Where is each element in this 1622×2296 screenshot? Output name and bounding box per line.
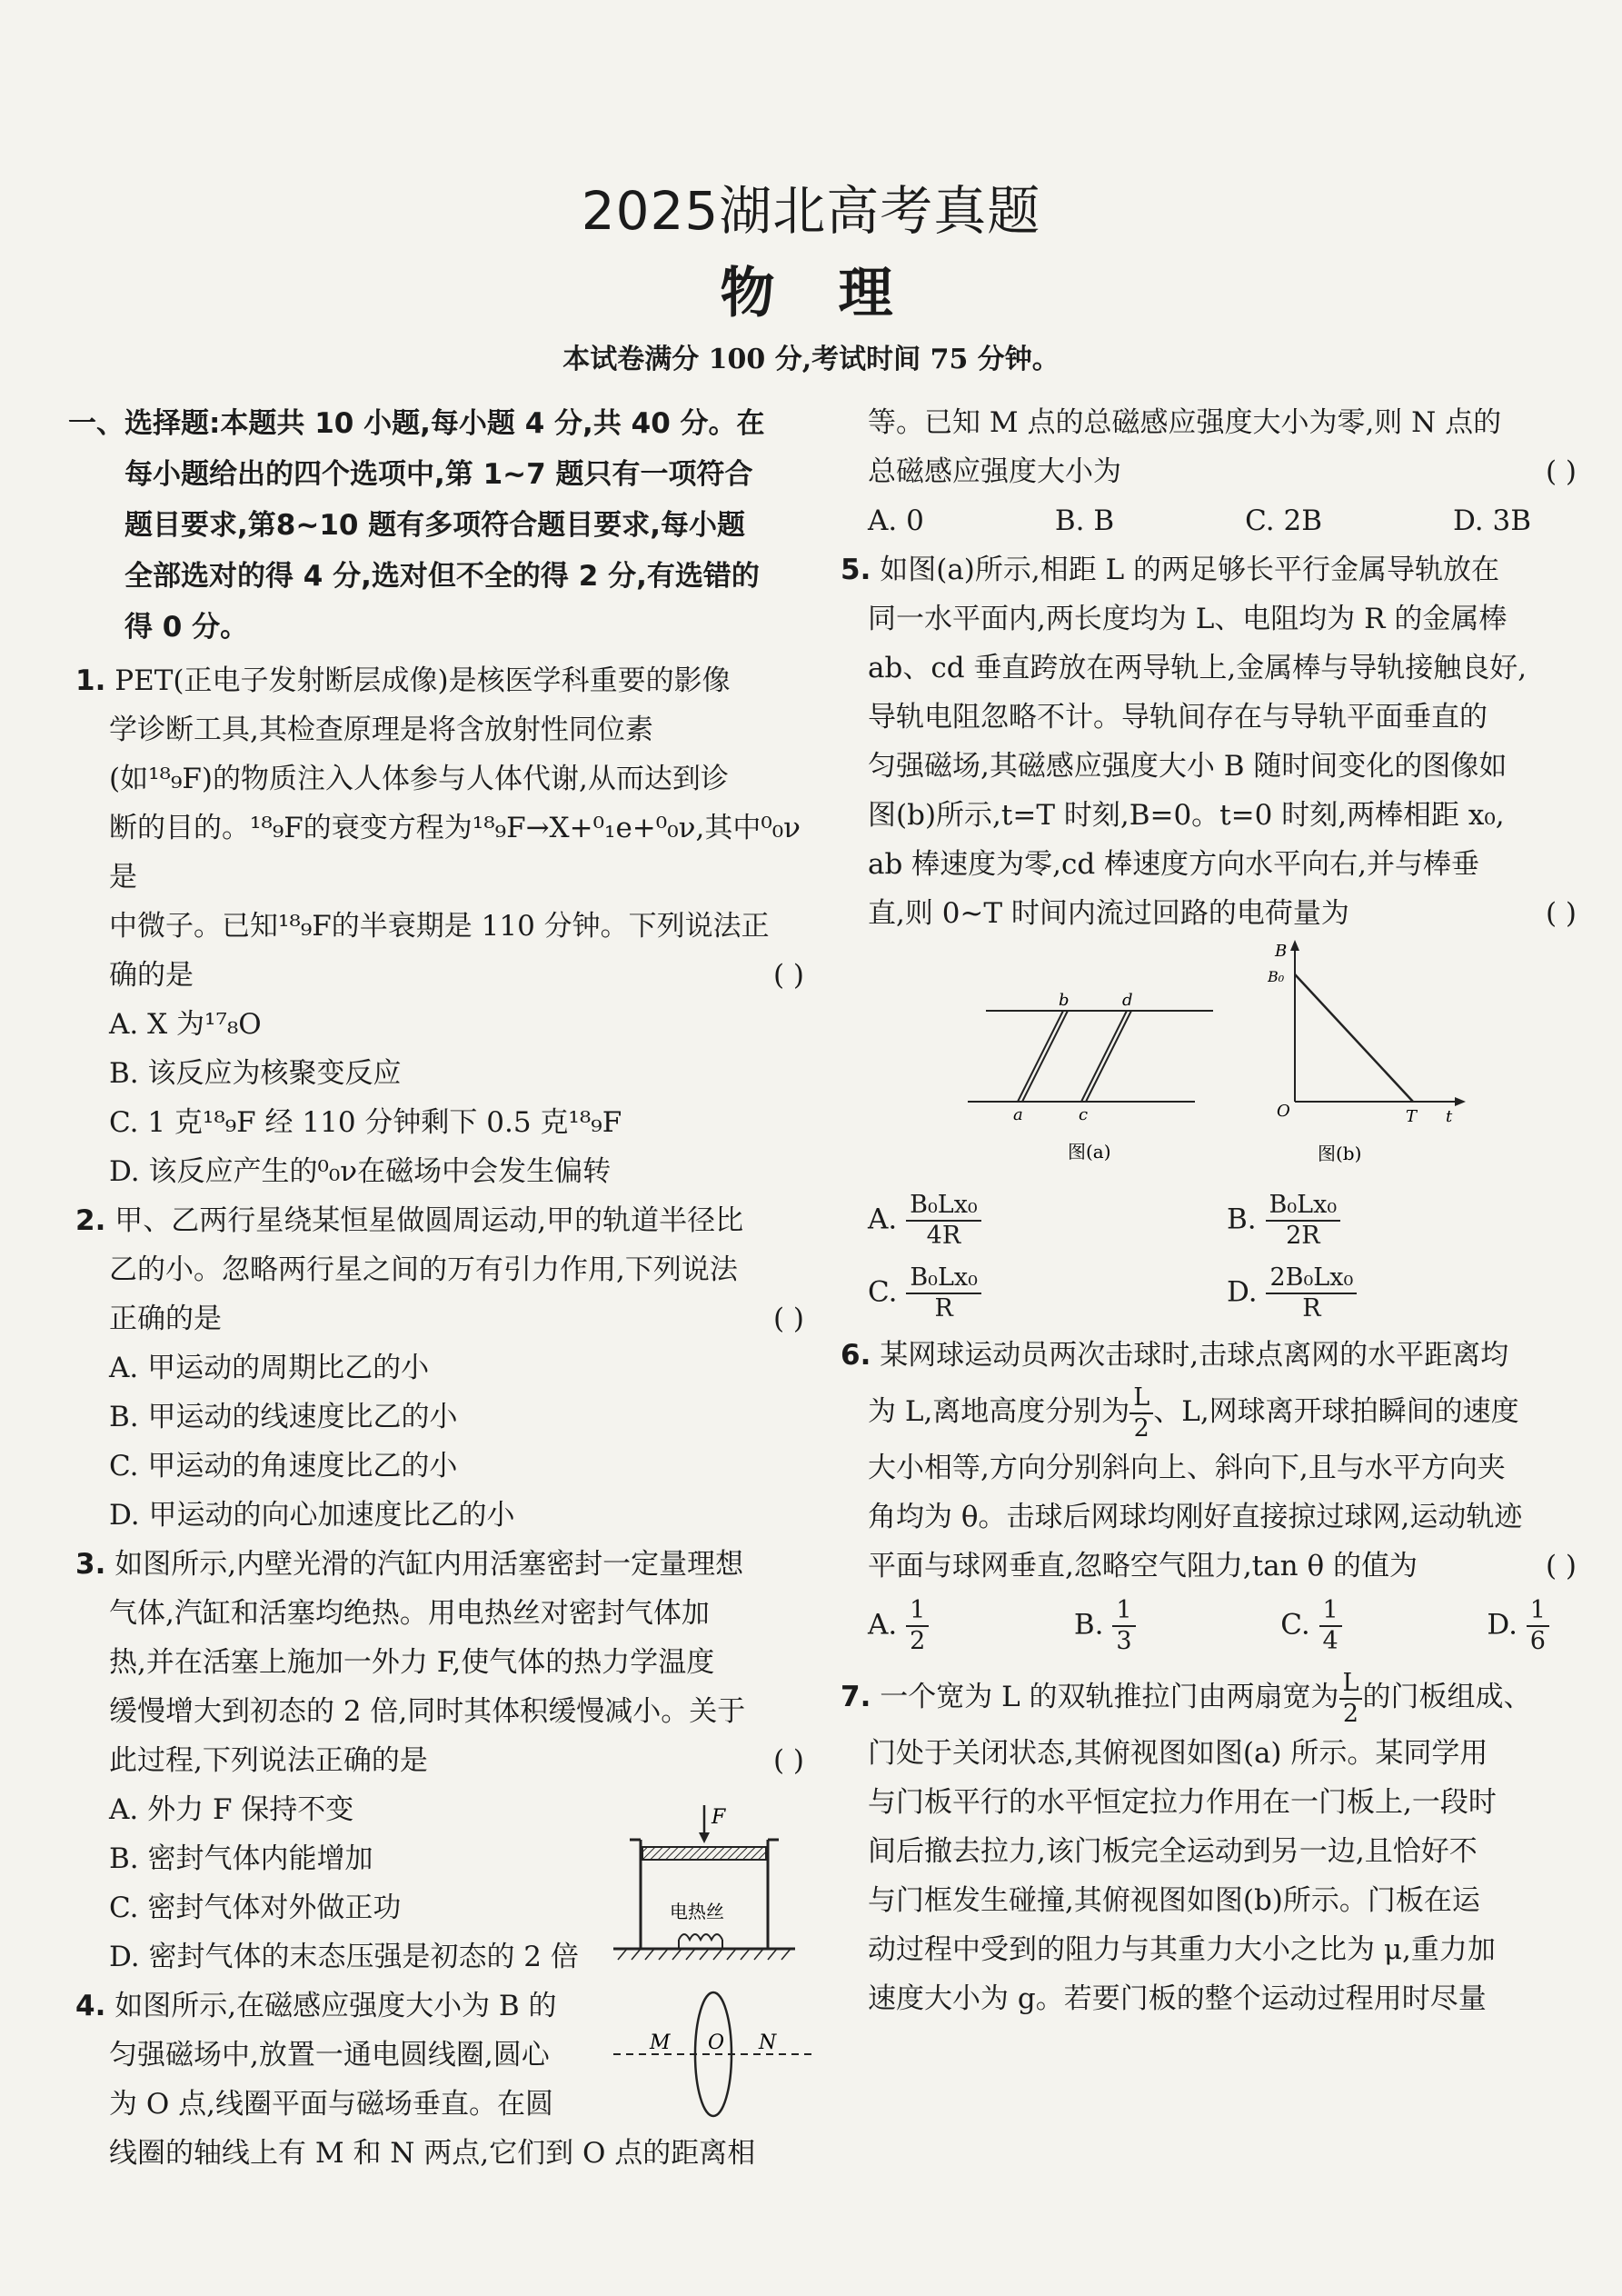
- fraction-denominator: 2: [910, 1627, 926, 1655]
- coil-figure: [613, 1982, 813, 2127]
- question-line: 一个宽为 L 的双轨推拉门由两扇宽为: [880, 1681, 1339, 1713]
- question-4: [68, 1982, 813, 2178]
- option-d: [1227, 1263, 1586, 1323]
- option-c: C. 甲运动的角速度比乙的小: [109, 1450, 458, 1482]
- question-line: 乙的小。忽略两行星之间的万有引力作用,下列说法: [109, 1253, 738, 1286]
- question-line: 学诊断工具,其检查原理是将含放射性同位素: [109, 714, 653, 746]
- fraction-numerator: B₀Lx₀: [906, 1263, 981, 1294]
- door-width-fraction: [1339, 1669, 1363, 1729]
- right-column: [841, 398, 1586, 2023]
- fraction-numerator: B₀Lx₀: [906, 1191, 981, 1222]
- question-3: [68, 1540, 813, 1982]
- question-7: [841, 1665, 1586, 2023]
- left-column: [68, 398, 813, 2178]
- question-line: 图(b)所示,t=T 时刻,B=0。t=0 时刻,两棒相距 x₀,: [868, 799, 1505, 832]
- section-instructions: [68, 398, 813, 653]
- option-d: D. 密封气体的末态压强是初态的 2 倍: [109, 1941, 579, 1973]
- question-4-continued: [868, 398, 1586, 545]
- option-fraction: [1319, 1596, 1342, 1656]
- fraction-numerator: 1: [1527, 1596, 1549, 1627]
- question-line: 等。已知 M 点的总磁感应强度大小为零,则 N 点的: [868, 406, 1502, 439]
- q5-options: [868, 1191, 1586, 1323]
- axis-t-label: t: [1446, 1107, 1453, 1126]
- option-b: [1227, 1191, 1586, 1251]
- fraction-denominator: R: [1302, 1294, 1321, 1323]
- fraction-denominator: 3: [1116, 1627, 1132, 1655]
- t-end-label: T: [1406, 1107, 1418, 1126]
- section-line: 题目要求,第8~10 题有多项符合题目要求,每小题: [124, 509, 746, 542]
- b0-label: B₀: [1268, 968, 1285, 985]
- question-line: 匀强磁场中,放置一通电圆线圈,圆心: [109, 2039, 550, 2071]
- option-letter: A.: [868, 1203, 898, 1236]
- option-c: [1280, 1596, 1342, 1656]
- fraction-denominator: 2: [1133, 1413, 1149, 1442]
- question-number: 1.: [75, 664, 106, 697]
- fraction-denominator: R: [934, 1294, 953, 1323]
- point-m-label: M: [650, 2031, 671, 2054]
- fraction-denominator: 2: [1342, 1699, 1359, 1728]
- fraction-denominator: 4: [1322, 1627, 1338, 1655]
- question-line: ab、cd 垂直跨放在两导轨上,金属棒与导轨接触良好,: [868, 652, 1527, 684]
- question-line: 总磁感应强度大小为: [868, 455, 1121, 488]
- rod-end-b: b: [1059, 993, 1070, 1010]
- question-line: 气体,汽缸和活塞均绝热。用电热丝对密封气体加: [109, 1597, 710, 1630]
- question-line: 热,并在活塞上施加一外力 F,使气体的热力学温度: [109, 1646, 715, 1679]
- question-line: 为 L,离地高度分别为: [868, 1395, 1130, 1428]
- option-fraction: [906, 1191, 981, 1251]
- option-letter: D.: [1487, 1608, 1518, 1642]
- question-line: 同一水平面内,两长度均为 L、电阻均为 R 的金属棒: [868, 603, 1508, 635]
- question-line: 某网球运动员两次击球时,击球点离网的水平距离均: [880, 1339, 1509, 1372]
- option-letter: B.: [1227, 1203, 1257, 1236]
- option-fraction: [1112, 1596, 1135, 1656]
- option-letter: D.: [1227, 1275, 1258, 1309]
- question-number: 5.: [841, 554, 871, 586]
- option-c: C. 2B: [1245, 504, 1322, 537]
- rod-end-d: d: [1122, 993, 1133, 1010]
- question-number: 4.: [75, 1990, 106, 2022]
- fraction-numerator: L: [1129, 1383, 1153, 1414]
- option-b: B. B: [1054, 504, 1115, 537]
- section-line: 全部选对的得 4 分,选对但不全的得 2 分,有选错的: [124, 560, 760, 593]
- option-d: D. 该反应产生的⁰₀ν在磁场中会发生偏转: [109, 1155, 612, 1188]
- question-line: (如¹⁸₉F)的物质注入人体参与人体代谢,从而达到诊: [109, 763, 729, 795]
- option-fraction: [906, 1596, 929, 1656]
- question-line: 甲、乙两行星绕某恒星做圆周运动,甲的轨道半径比: [114, 1204, 744, 1237]
- fraction-numerator: L: [1339, 1669, 1363, 1700]
- option-b: [1074, 1596, 1136, 1656]
- option-c: C. 1 克¹⁸₉F 经 110 分钟剩下 0.5 克¹⁸₉F: [109, 1106, 622, 1139]
- section-line: 每小题给出的四个选项中,第 1~7 题只有一项符合: [124, 458, 753, 491]
- origin-label: O: [1277, 1102, 1290, 1121]
- question-line: 如图所示,内壁光滑的汽缸内用活塞密封一定量理想: [114, 1548, 744, 1581]
- option-d: D. 甲运动的向心加速度比乙的小: [109, 1499, 515, 1532]
- question-line: 与门板平行的水平恒定拉力作用在一门板上,一段时: [868, 1786, 1497, 1819]
- question-number: 3.: [75, 1548, 106, 1581]
- option-fraction: [906, 1263, 981, 1323]
- question-line: ab 棒速度为零,cd 棒速度方向水平向右,并与棒垂: [868, 848, 1479, 881]
- force-label: F: [711, 1806, 726, 1829]
- question-number: 7.: [841, 1681, 871, 1713]
- question-number: 2.: [75, 1204, 106, 1237]
- section-line: 一、选择题:本题共 10 小题,每小题 4 分,共 40 分。在: [68, 407, 765, 440]
- fraction-numerator: 1: [906, 1596, 929, 1627]
- option-b: B. 该反应为核聚变反应: [109, 1057, 402, 1090]
- section-line: 得 0 分。: [124, 611, 249, 644]
- question-line: 速度大小为 g。若要门板的整个运动过程用时尽量: [868, 1982, 1487, 2015]
- question-line: 此过程,下列说法正确的是: [109, 1744, 428, 1777]
- subject-title: 物理: [720, 262, 957, 325]
- question-number: 6.: [841, 1339, 871, 1372]
- option-letter: B.: [1073, 1608, 1104, 1642]
- height-fraction: [1129, 1383, 1153, 1443]
- fraction-numerator: 1: [1112, 1596, 1135, 1627]
- question-line: 断的目的。¹⁸₉F的衰变方程为¹⁸₉F→X+⁰₁e+⁰₀ν,其中⁰₀ν是: [109, 812, 801, 893]
- question-6: [841, 1331, 1586, 1656]
- option-letter: C.: [1280, 1608, 1310, 1642]
- rod-end-a: a: [1013, 1105, 1023, 1124]
- b-t-graph: [1268, 938, 1468, 1165]
- option-b: B. 密封气体内能增加: [109, 1842, 373, 1875]
- option-a: A. 0: [868, 504, 924, 537]
- option-fraction: [1266, 1263, 1357, 1323]
- question-line: 平面与球网垂直,忽略空气阻力,tan θ 的值为: [868, 1550, 1418, 1582]
- fraction-denominator: 2R: [1286, 1222, 1320, 1250]
- fraction-denominator: 6: [1529, 1627, 1546, 1655]
- option-a: [868, 1596, 929, 1656]
- option-fraction: [1266, 1191, 1341, 1251]
- q5-figures: [868, 938, 1586, 1183]
- question-line: 匀强磁场,其磁感应强度大小 B 随时间变化的图像如: [868, 750, 1508, 783]
- question-line: 与门框发生碰撞,其俯视图如图(b)所示。门板在运: [868, 1884, 1480, 1917]
- option-b: B. 甲运动的线速度比乙的小: [109, 1401, 458, 1433]
- option-c: [868, 1263, 1227, 1323]
- option-a: [868, 1191, 1227, 1251]
- question-line: 、L,网球离开球拍瞬间的速度: [1153, 1395, 1519, 1428]
- question-line: 如图所示,在磁感应强度大小为 B 的: [114, 1990, 557, 2022]
- question-line: 导轨电阻忽略不计。导轨间存在与导轨平面垂直的: [868, 701, 1488, 734]
- question-line: 动过程中受到的阻力与其重力大小之比为 μ,重力加: [868, 1933, 1496, 1966]
- figure-b-caption: 图(b): [1318, 1143, 1362, 1164]
- cylinder-figure: [613, 1803, 795, 1976]
- question-line: 间后撤去拉力,该门板完全运动到另一边,且恰好不: [868, 1835, 1478, 1868]
- rails-figure: [968, 993, 1231, 1165]
- question-5: [841, 545, 1586, 1323]
- question-line: 门处于关闭状态,其俯视图如图(a) 所示。某同学用: [868, 1737, 1488, 1770]
- question-line: 中微子。已知¹⁸₉F的半衰期是 110 分钟。下列说法正: [109, 910, 770, 943]
- rod-end-c: c: [1079, 1105, 1089, 1124]
- page-title: 2025湖北高考真题: [581, 180, 1041, 242]
- option-letter: C.: [868, 1275, 898, 1309]
- fraction-denominator: 4R: [926, 1222, 961, 1250]
- option-d: D. 3B: [1453, 504, 1531, 537]
- point-o-label: O: [708, 2031, 725, 2054]
- question-line: 正确的是: [109, 1303, 222, 1335]
- exam-note: 本试卷满分 100 分,考试时间 75 分钟。: [562, 344, 1060, 375]
- option-letter: A.: [868, 1608, 898, 1642]
- question-line: 线圈的轴线上有 M 和 N 两点,它们到 O 点的距离相: [109, 2137, 756, 2170]
- axis-b-label: B: [1275, 942, 1288, 961]
- option-a: A. 甲运动的周期比乙的小: [109, 1352, 430, 1384]
- question-line: 如图(a)所示,相距 L 的两足够长平行金属导轨放在: [880, 554, 1500, 586]
- point-n-label: N: [759, 2031, 777, 2054]
- answer-paren: ( ): [772, 959, 804, 992]
- option-d: [1487, 1596, 1549, 1656]
- answer-paren: ( ): [1545, 897, 1577, 930]
- option-c: C. 密封气体对外做正功: [109, 1892, 402, 1924]
- answer-paren: ( ): [1545, 455, 1577, 488]
- fraction-numerator: B₀Lx₀: [1266, 1191, 1341, 1222]
- question-line: 为 O 点,线圈平面与磁场垂直。在圆: [109, 2088, 553, 2121]
- question-line: 大小相等,方向分别斜向上、斜向下,且与水平方向夹: [868, 1452, 1506, 1484]
- option-a: A. 外力 F 保持不变: [109, 1793, 354, 1826]
- question-line: 缓慢增大到初态的 2 倍,同时其体积缓慢减小。关于: [109, 1695, 746, 1728]
- figure-a-caption: 图(a): [1068, 1141, 1111, 1163]
- fraction-numerator: 2B₀Lx₀: [1266, 1263, 1357, 1294]
- answer-paren: ( ): [772, 1744, 804, 1777]
- heater-label: 电热丝: [670, 1901, 724, 1922]
- question-line: PET(正电子发射断层成像)是核医学科重要的影像: [114, 664, 731, 697]
- question-2: [68, 1196, 813, 1540]
- question-line: 确的是: [109, 959, 194, 992]
- question-line: 直,则 0~T 时间内流过回路的电荷量为: [868, 897, 1349, 930]
- question-line: 角均为 θ。击球后网球均刚好直接掠过球网,运动轨迹: [868, 1501, 1523, 1533]
- question-line: 的门板组成、: [1362, 1681, 1532, 1713]
- option-fraction: [1527, 1596, 1549, 1656]
- option-a: A. X 为¹⁷₈O: [109, 1008, 262, 1041]
- question-1: [68, 656, 813, 1196]
- answer-paren: ( ): [772, 1303, 804, 1335]
- fraction-numerator: 1: [1319, 1596, 1342, 1627]
- answer-paren: ( ): [1545, 1550, 1577, 1582]
